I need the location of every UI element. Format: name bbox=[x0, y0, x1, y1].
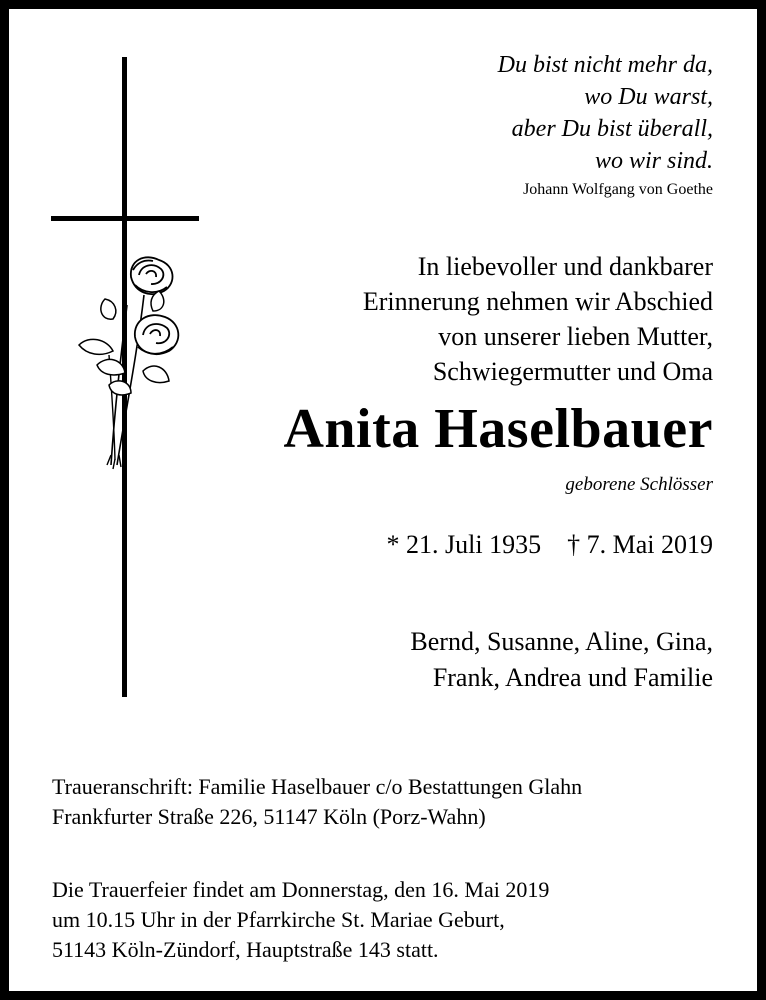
intro-line: In liebevoller und dankbarer bbox=[417, 252, 713, 281]
service-line: 51143 Köln-Zündorf, Hauptstraße 143 statt. bbox=[52, 937, 439, 962]
deceased-name: Anita Haselbauer bbox=[283, 398, 713, 460]
intro-line: von unserer lieben Mutter, bbox=[438, 322, 713, 351]
family-line: Bernd, Susanne, Aline, Gina, bbox=[410, 627, 713, 656]
maiden-name: geborene Schlösser bbox=[565, 474, 713, 495]
quote bbox=[498, 49, 713, 177]
quote-line: wo Du warst, bbox=[584, 84, 713, 110]
intro-text bbox=[363, 249, 713, 389]
death-date: † 7. Mai 2019 bbox=[567, 530, 713, 559]
birth-date: * 21. Juli 1935 bbox=[386, 530, 542, 559]
quote-line: aber Du bist überall, bbox=[511, 116, 713, 142]
life-dates bbox=[387, 530, 713, 560]
address-line: Frankfurter Straße 226, 51147 Köln (Porz-Wahn) bbox=[52, 804, 486, 829]
cross-with-roses-icon bbox=[49, 55, 209, 705]
intro-line: Erinnerung nehmen wir Abschied bbox=[362, 287, 713, 316]
mourning-address bbox=[52, 772, 582, 832]
service-line: um 10.15 Uhr in der Pfarrkirche St. Mariae Geburt, bbox=[52, 907, 505, 932]
service-line: Die Trauerfeier findet am Donnerstag, den 16. Mai 2019 bbox=[52, 877, 550, 902]
funeral-service-info bbox=[52, 875, 549, 965]
family-signature bbox=[410, 624, 713, 696]
address-line: Traueranschrift: Familie Haselbauer c/o Bestattungen Glahn bbox=[52, 774, 583, 799]
intro-line: Schwiegermutter und Oma bbox=[432, 357, 713, 386]
family-line: Frank, Andrea und Familie bbox=[432, 663, 713, 692]
quote-line: wo wir sind. bbox=[594, 148, 713, 174]
quote-line: Du bist nicht mehr da, bbox=[497, 52, 713, 78]
quote-author: Johann Wolfgang von Goethe bbox=[523, 181, 713, 198]
